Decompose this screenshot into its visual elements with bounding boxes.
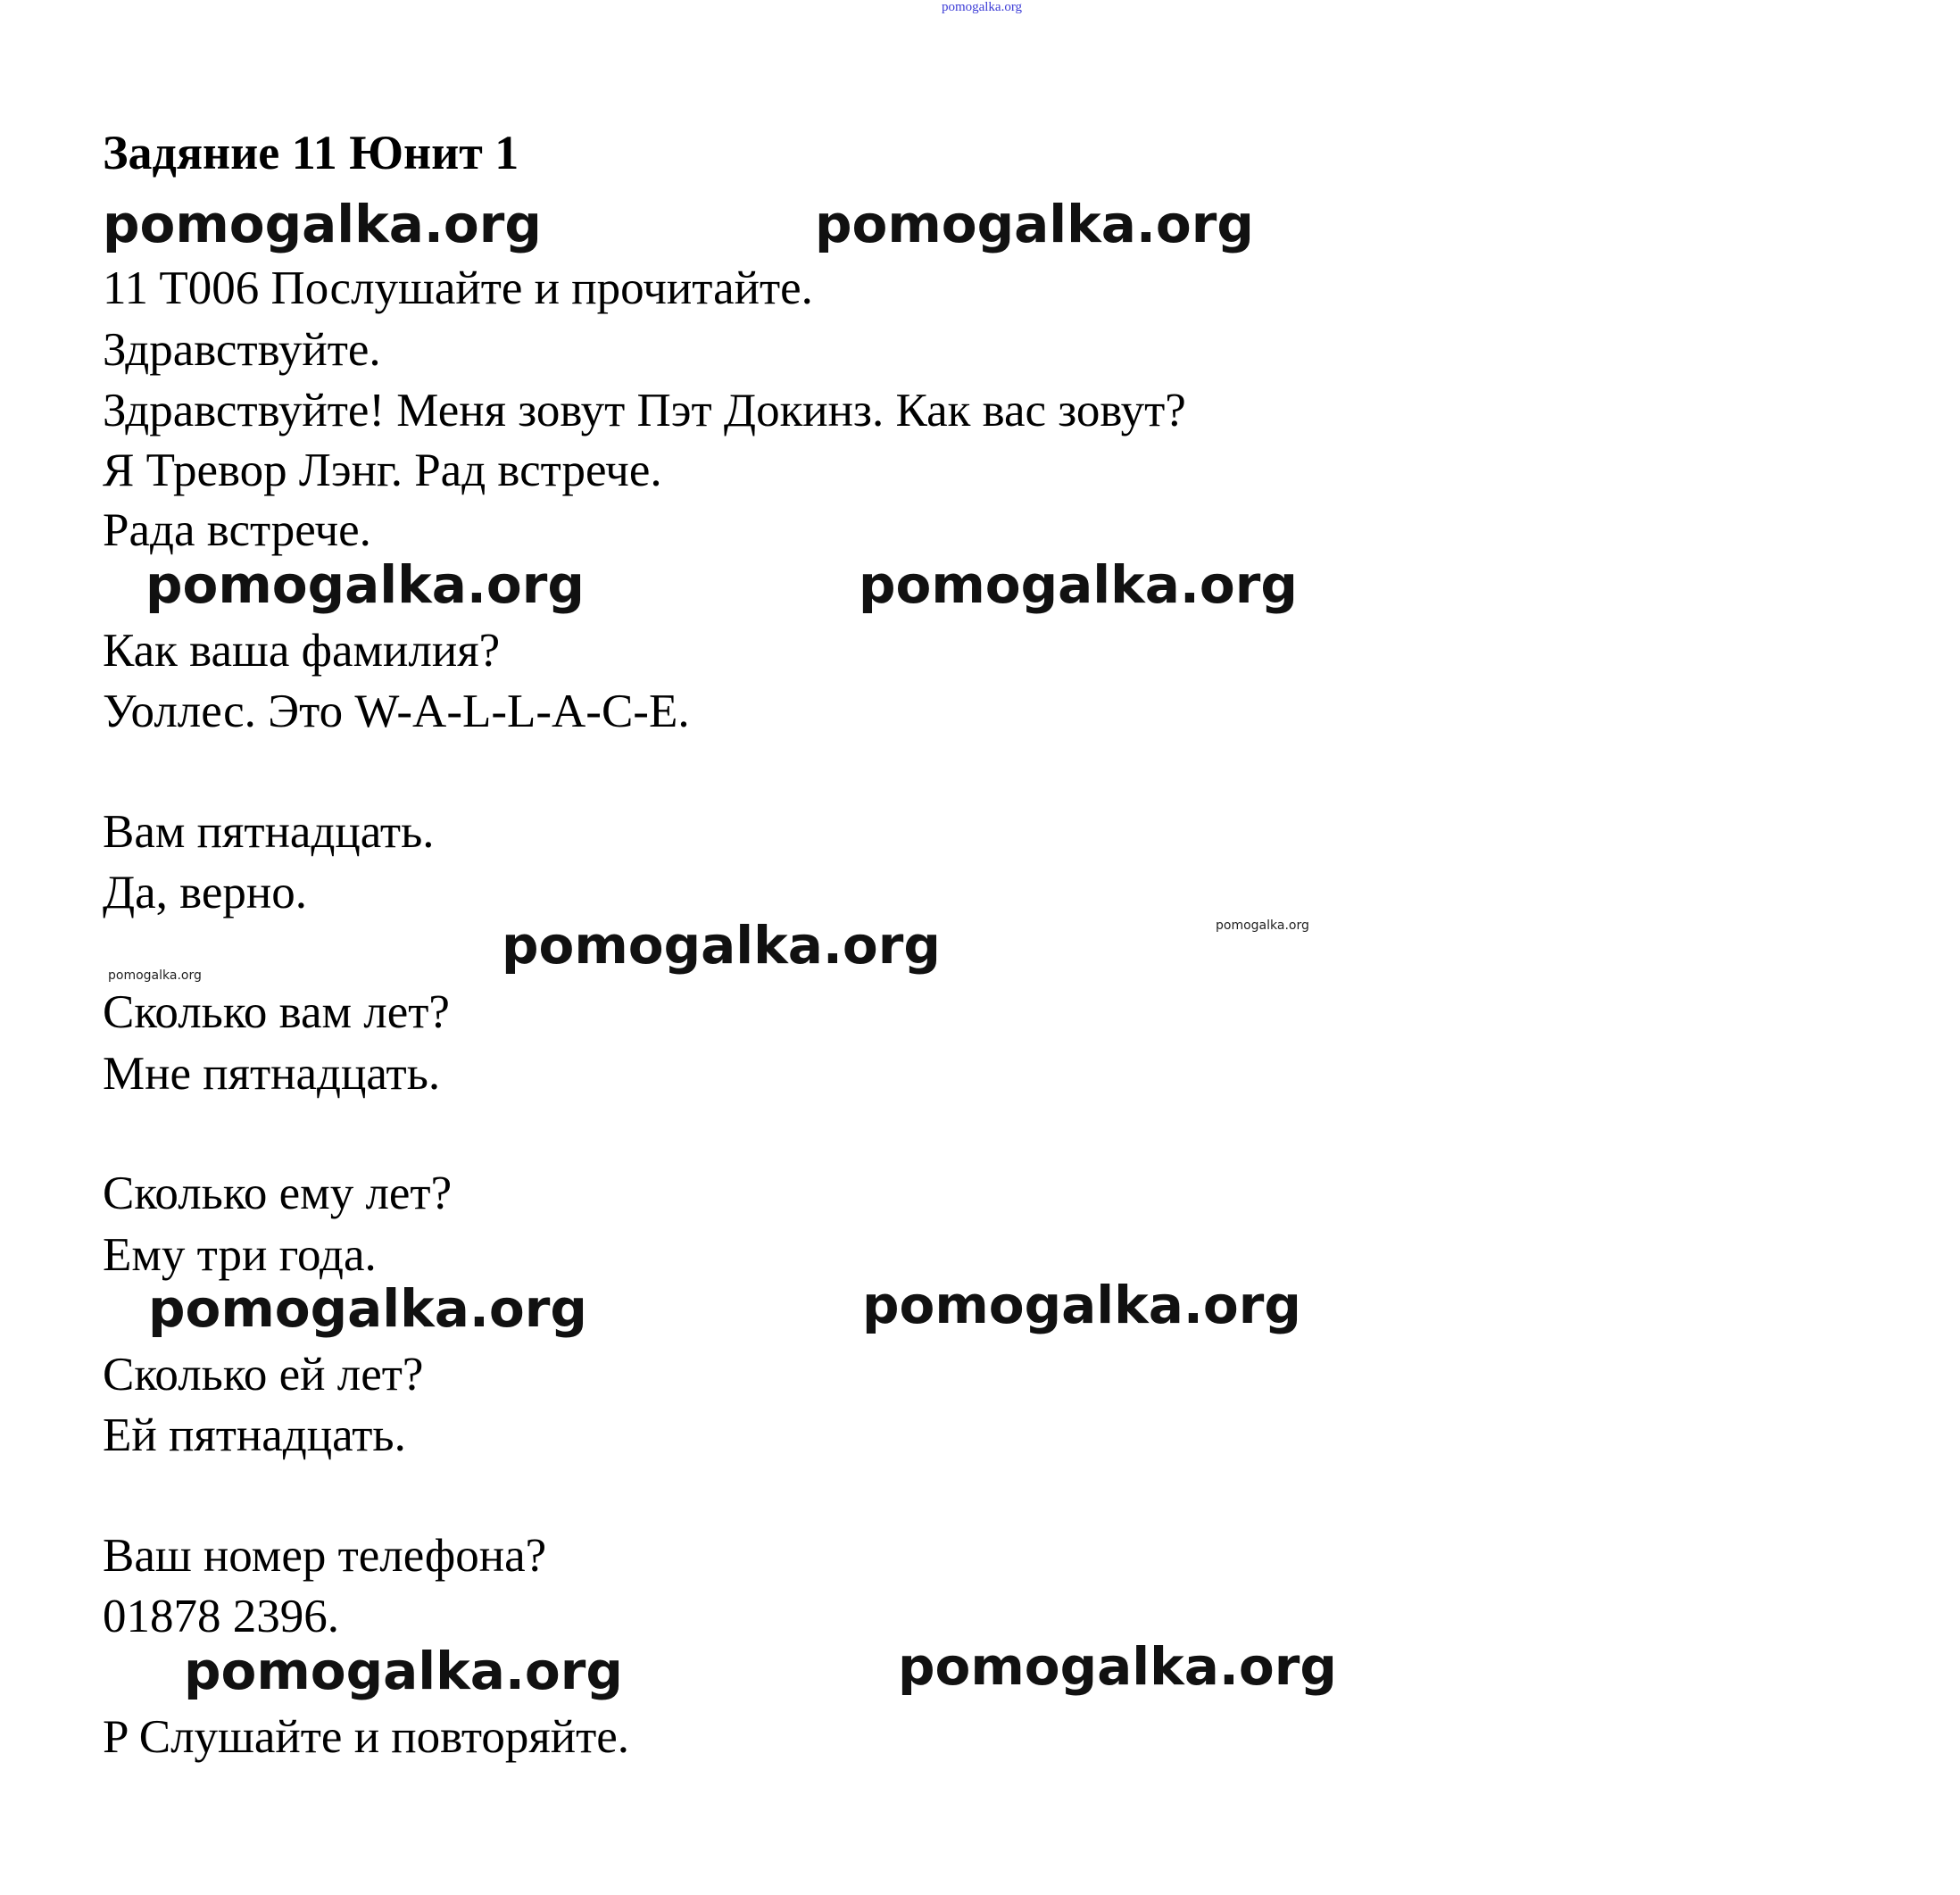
text-line: Мне пятнадцать. bbox=[103, 1048, 441, 1100]
text-line: Сколько ей лет? bbox=[103, 1349, 424, 1400]
text-line: 01878 2396. bbox=[103, 1591, 339, 1642]
text-line: Здравствуйте. bbox=[103, 324, 381, 376]
page-title: Задяние 11 Юнит 1 bbox=[103, 126, 519, 179]
text-line: Я Тревор Лэнг. Рад встрече. bbox=[103, 445, 662, 496]
watermark: pomogalka.org bbox=[859, 554, 1298, 615]
watermark: pomogalka.org bbox=[862, 1275, 1301, 1335]
text-line: Сколько вам лет? bbox=[103, 986, 450, 1038]
text-line: Да, верно. bbox=[103, 867, 308, 918]
watermark: pomogalka.org bbox=[502, 915, 941, 976]
text-line: Ваш номер телефона? bbox=[103, 1530, 547, 1582]
text-line: Сколько ему лет? bbox=[103, 1168, 453, 1219]
text-line: Ей пятнадцать. bbox=[103, 1409, 406, 1461]
text-line: Как ваша фамилия? bbox=[103, 625, 501, 677]
text-line: P Слушайте и повторяйте. bbox=[103, 1711, 630, 1763]
text-line: Рада встрече. bbox=[103, 504, 371, 556]
watermark: pomogalka.org bbox=[103, 194, 542, 254]
text-line: 11 T006 Послушайте и прочитайте. bbox=[103, 262, 813, 314]
watermark: pomogalka.org bbox=[145, 554, 585, 615]
watermark: pomogalka.org bbox=[184, 1641, 623, 1701]
text-line: Ему три года. bbox=[103, 1229, 377, 1281]
watermark: pomogalka.org bbox=[815, 194, 1254, 254]
top-watermark-link[interactable]: pomogalka.org bbox=[941, 0, 1023, 14]
small-watermark: pomogalka.org bbox=[108, 968, 202, 983]
text-line: Уоллес. Это W-A-L-L-A-C-E. bbox=[103, 686, 690, 737]
text-line: Здравствуйте! Меня зовут Пэт Докинз. Как вас зовут? bbox=[103, 385, 1186, 436]
watermark: pomogalka.org bbox=[898, 1636, 1337, 1697]
small-watermark: pomogalka.org bbox=[1216, 918, 1309, 933]
watermark: pomogalka.org bbox=[148, 1278, 587, 1339]
text-line: Вам пятнадцать. bbox=[103, 806, 435, 858]
